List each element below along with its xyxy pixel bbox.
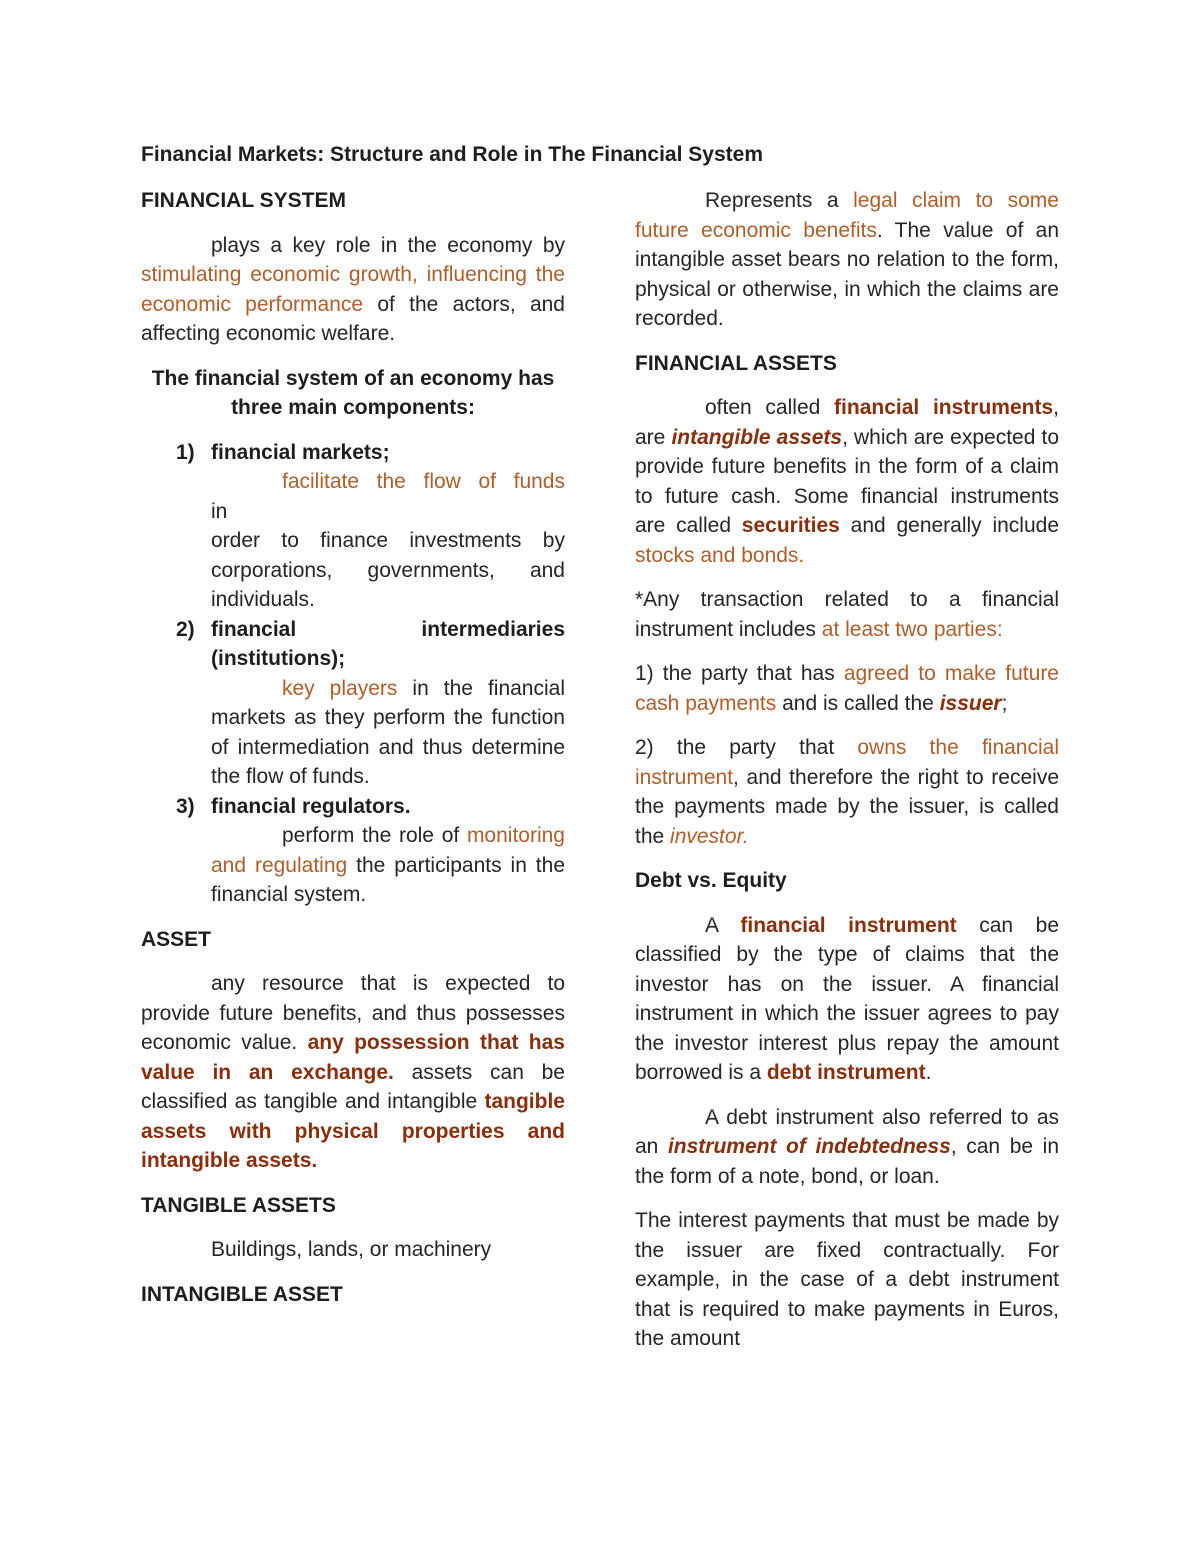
document-title: Financial Markets: Structure and Role in The Financial System bbox=[141, 143, 763, 166]
text: . The value of an intangible asset bears no relation to the form, physical or otherwise, in which the claims are recorded. bbox=[635, 218, 1059, 330]
transaction-paragraph bbox=[635, 585, 1059, 644]
text: and is called the bbox=[776, 691, 940, 715]
financial-system-paragraph bbox=[141, 231, 565, 349]
list-number: 3) bbox=[176, 794, 195, 818]
highlight: investor. bbox=[670, 824, 749, 848]
components-list bbox=[141, 438, 565, 910]
heading-financial-assets: FINANCIAL ASSETS bbox=[635, 351, 837, 375]
text: perform the role of bbox=[282, 824, 467, 847]
heading-debt-vs-equity: Debt vs. Equity bbox=[635, 869, 787, 892]
text: A bbox=[705, 913, 741, 937]
text: can be classified by the type of claims that the investor has on the issuer. A financial instrument in which the issuer agrees to pay the investor interest plus repay the amount borrowed is a bbox=[635, 913, 1060, 1084]
text: order to finance investments by corporations, governments, and individuals. bbox=[211, 529, 565, 611]
list-number: 2) bbox=[176, 617, 195, 641]
financial-assets-paragraph bbox=[635, 393, 1059, 570]
right-column bbox=[635, 186, 1059, 1369]
text: , and therefore the right to receive the payments made by the issuer, is called the bbox=[635, 765, 1059, 848]
text: the participants in the financial system. bbox=[211, 853, 565, 906]
highlight: monitoring and regulating bbox=[211, 824, 565, 877]
highlight: stimulating economic growth, influencing the economic performance bbox=[141, 263, 565, 316]
text: of the actors, and affecting economic welfare. bbox=[141, 292, 565, 345]
party-2-paragraph bbox=[635, 733, 1059, 851]
components-heading: The financial system of an economy has three main components: bbox=[151, 366, 555, 419]
highlight: tangible assets with physical properties and intangible assets. bbox=[141, 1090, 565, 1172]
text: , can be in the form of a note, bond, or loan. bbox=[635, 1135, 1059, 1188]
highlight: debt instrument bbox=[766, 1061, 926, 1084]
text: in bbox=[211, 499, 228, 523]
text: in the financial markets as they perform the function of intermediation and thus determine the flow of funds. bbox=[211, 676, 565, 788]
tangible-paragraph: Buildings, lands, or machinery bbox=[211, 1238, 492, 1261]
highlight: issuer bbox=[939, 691, 1002, 715]
list-item bbox=[141, 792, 565, 910]
component-name: financial markets; bbox=[211, 440, 390, 464]
component-name: financial regulators. bbox=[211, 794, 411, 818]
text: plays a key role in the economy by bbox=[211, 233, 565, 257]
highlight: key players bbox=[282, 676, 398, 700]
text: ; bbox=[1001, 691, 1008, 715]
text: . bbox=[925, 1061, 932, 1084]
list-number: 1) bbox=[176, 440, 195, 464]
text: often called bbox=[705, 396, 835, 419]
highlight: securities bbox=[741, 514, 840, 537]
text: , which are expected to provide future benefits in the form of a claim to future cash. Some financial instruments are called bbox=[635, 425, 1060, 537]
text: and generally include bbox=[839, 514, 1060, 537]
highlight: at least two parties: bbox=[821, 617, 1003, 641]
heading-asset: ASSET bbox=[141, 927, 212, 951]
party-1-paragraph bbox=[635, 659, 1059, 718]
debt-paragraph-2 bbox=[635, 1103, 1059, 1192]
highlight: any possession that has value in an exchange. bbox=[141, 1031, 565, 1084]
asset-paragraph bbox=[141, 969, 565, 1176]
component-description bbox=[211, 821, 565, 910]
component-description bbox=[211, 674, 565, 792]
highlight: instrument of indebtedness bbox=[667, 1135, 951, 1158]
component-description bbox=[211, 467, 565, 497]
debt-paragraph-3: The interest payments that must be made by the issuer are fixed contractually. For example, in the case of a debt instrument that is required to make payments in Euros, the amount bbox=[635, 1209, 1059, 1350]
text: 2) the party that bbox=[635, 736, 858, 759]
text: *Any transaction related to a financial instrument includes bbox=[635, 588, 1059, 641]
text: assets can be classified as tangible and intangible bbox=[141, 1060, 565, 1113]
highlight: financial instruments bbox=[834, 396, 1054, 419]
highlight: agreed to make future cash payments bbox=[635, 662, 1059, 715]
left-column bbox=[141, 186, 565, 1324]
highlight: stocks and bonds. bbox=[635, 543, 805, 567]
heading-tangible-assets: TANGIBLE ASSETS bbox=[141, 1193, 336, 1217]
text: A debt instrument also referred to as an bbox=[635, 1105, 1059, 1158]
list-item bbox=[141, 438, 565, 615]
heading-intangible-asset: INTANGIBLE ASSET bbox=[141, 1282, 343, 1306]
highlight: intangible assets bbox=[671, 425, 843, 449]
text: Represents a bbox=[705, 189, 854, 212]
highlight: financial instrument bbox=[740, 913, 957, 937]
list-item bbox=[141, 615, 565, 792]
intangible-paragraph bbox=[635, 186, 1059, 334]
heading-financial-system: FINANCIAL SYSTEM bbox=[141, 189, 346, 212]
text: , are bbox=[635, 396, 1059, 449]
component-name: financial intermediaries (institutions); bbox=[211, 617, 565, 670]
highlight: facilitate the flow of funds bbox=[282, 470, 565, 493]
debt-paragraph-1 bbox=[635, 911, 1059, 1088]
highlight: legal claim to some future economic benefits bbox=[635, 189, 1059, 242]
highlight: owns the financial instrument bbox=[635, 736, 1059, 789]
text: any resource that is expected to provide future benefits, and thus possesses economic value. bbox=[141, 972, 565, 1054]
text: 1) the party that has bbox=[635, 662, 844, 685]
